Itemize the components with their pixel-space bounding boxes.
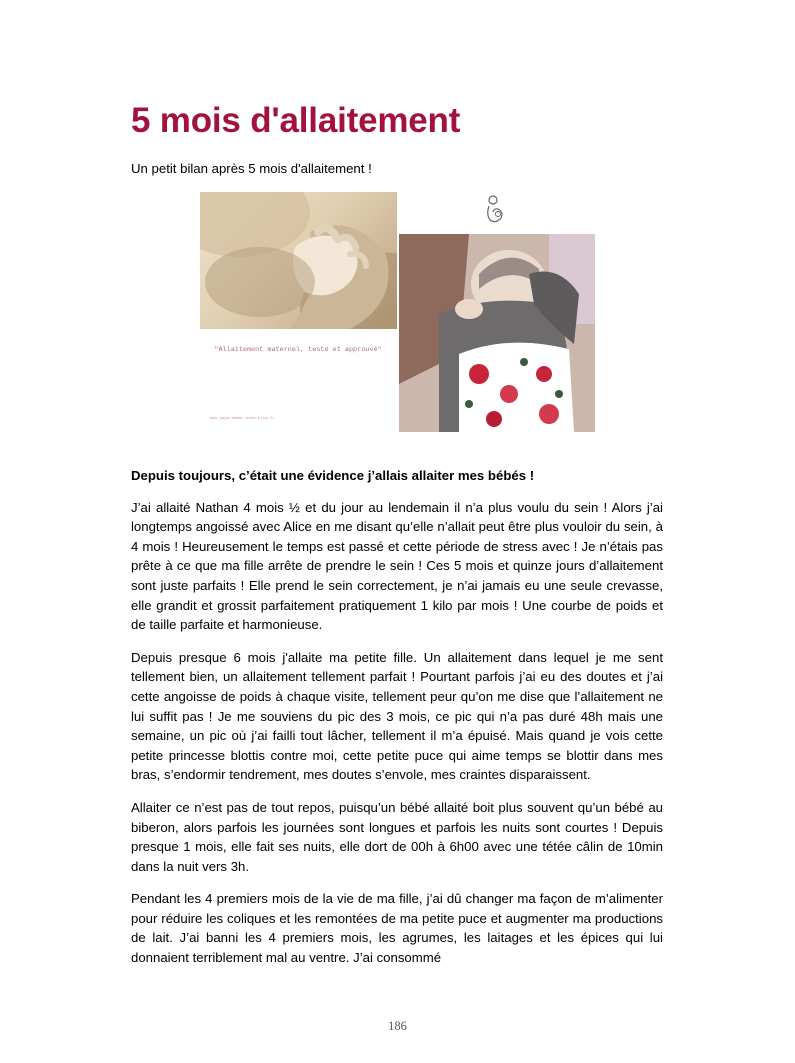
breastfeeding-icon (484, 194, 506, 224)
article-paragraph: Allaiter ce n’est pas de tout repos, puisqu’un bébé allaité boit plus souvent qu’un bébé au biberon, alors parfois les journées sont longues et parfois les nuits sont courtes ! Depuis presque 1 mois, elle fait ses nuits, elle dort de 00h à 6h00 avec une tétée câlin de 10min dans la nuit vers 3h. (131, 799, 663, 874)
article-body (131, 466, 663, 981)
babywearing-photo (399, 234, 595, 432)
article-paragraph: J’ai allaité Nathan 4 mois ½ et du jour au lendemain il n’a plus voulu du sein ! Alors j’ai longtemps angoissé avec Alice en me disant qu’elle n’allait peut être plus vouloir du sein, à 4 mois ! Heureusement le temps est passé et cette période de stress avec ! Je n’étais pas prête à ce que ma fille arrête de prendre le sein ! Ces 5 mois et quinze jours d’allaitement sont juste parfaits ! Elle prend le sein correctement, je n’ai jamais eu une seule crevasse, elle grandit et grossit parfaitement pratiquement 1 kilo par mois ! Une courbe de poids et de taille parfaite et harmonieuse. (131, 499, 663, 633)
photo-caption: "Allaitement maternel, testé et approuvé" (214, 346, 382, 354)
page-title: 5 mois d'allaitement (131, 101, 461, 140)
subtitle: Un petit bilan après 5 mois d'allaitement ! (131, 161, 372, 176)
page-number: 186 (388, 1019, 407, 1033)
article-lead: Depuis toujours, c’était une évidence j’allais allaiter mes bébés ! (131, 468, 535, 483)
article-paragraph: Depuis presque 6 mois j'allaite ma petite fille. Un allaitement dans lequel je me sent tellement bien, un allaitement tellement parfait ! Pourtant parfois j’ai eu des doutes et j’ai cette angoisse de poids à chaque visite, tellement peur qu’on me dise que l’allaitement ne lui suffit pas ! Je me souviens du pic des 3 mois, ce pic qui n’a pas duré 48h mais une semaine, un pic où j’ai failli tout lâcher, tellement il m’a épuisé. Mais quand je vois cette petite princesse blottis contre moi, cette petite puce qui aime temps se blottir dans mes bras, s’endormir tendrement, mes doutes s’envole, mes craintes disparaissent. (131, 649, 663, 783)
article-paragraph: Pendant les 4 premiers mois de la vie de ma fille, j’ai dû changer ma façon de m’alimenter pour réduire les coliques et les remontées de ma petite puce et augmenter ma productions de lait. J’ai banni les 4 premiers mois, les agrumes, les laitages et les épices qui lui donnaient terriblement mal au ventre. J’ai consommé (131, 891, 663, 966)
article-figure (200, 192, 595, 432)
caption-watermark: www.papa-maman-bebe-blog.fr (210, 417, 275, 421)
baby-hand-photo (200, 192, 397, 329)
